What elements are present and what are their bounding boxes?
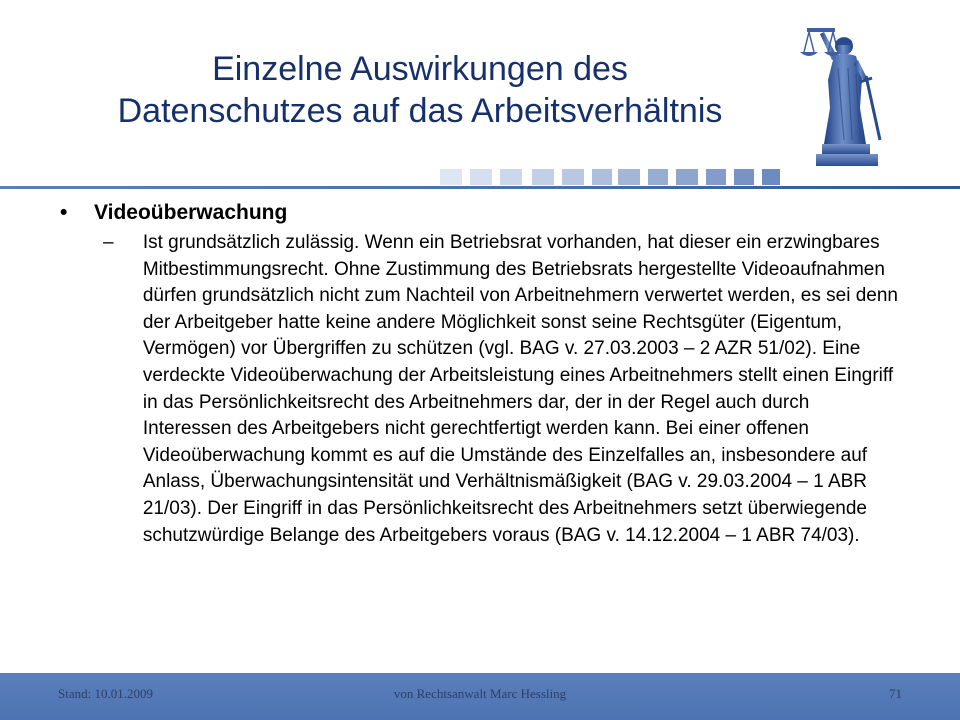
bullet-item (60, 198, 900, 228)
bullet-marker: • (60, 201, 68, 224)
sub-bullet-text: Ist grundsätzlich zulässig. Wenn ein Betriebsrat vorhanden, hat dieser ein erzwingbares Mitbestimmungsrecht. Ohne Zustimmung des Betriebsrats hergestellte Videoaufnahmen dürfen grundsätzlich nicht zum Nachteil von Arbeitnehmern verwertet werden, es sei denn der Arbeitgeber hatte keine andere Möglichkeit sonst seine Rechtsgüter (Eigentum, Vermögen) vor Übergriffen zu schützen (vgl. BAG v. 27.03.2003 – 2 AZR 51/02). Eine verdeckte Videoüberwachung der Arbeitsleistung eines Arbeitnehmers stellt einen Eingriff in das Persönlichkeitsrecht des Arbeitnehmers dar, der in der Regel auch durch Interessen des Arbeitgebers nicht gerechtfertigt werden kann. Bei einer offenen Videoüberwachung kommt es auf die Umstände des Einzelfalles an, insbesondere auf Anlass, Überwachungsintensität und Verhältnismäßigkeit (BAG v. 29.03.2004 – 1 ABR 21/03). Der Eingriff in das Persönlichkeitsrecht des Arbeitnehmers setzt überwiegende schutzwürdige Belange des Arbeitgebers voraus (BAG v. 14.12.2004 – 1 ABR 74/03). (142, 232, 898, 546)
title-line-2: Datenschutzes auf das Arbeitsverhältnis (117, 92, 723, 130)
bullet-heading: Videoüberwachung (94, 201, 288, 224)
divider-square (618, 169, 640, 185)
sub-bullet-marker: – (103, 232, 114, 253)
footer-page-number: 71 (889, 686, 902, 701)
slide-title (60, 48, 780, 132)
divider-square (734, 169, 754, 185)
divider-square (706, 169, 726, 185)
title-divider-line (0, 186, 960, 189)
justitia-statue-icon (780, 8, 900, 170)
sub-bullet-item (60, 230, 900, 549)
footer-author: von Rechtsanwalt Marc Hessling (393, 686, 567, 701)
divider-square (648, 169, 668, 185)
divider-square (470, 169, 492, 185)
divider-square (592, 169, 612, 185)
divider-square (440, 169, 462, 185)
footer-date: Stand: 10.01.2009 (58, 686, 153, 701)
divider-square (500, 169, 522, 185)
title-line-1: Einzelne Auswirkungen des (212, 50, 628, 88)
divider-square (562, 169, 584, 185)
slide-content (60, 198, 900, 549)
divider-square (676, 169, 698, 185)
divider-square (532, 169, 554, 185)
divider-square (762, 169, 780, 185)
